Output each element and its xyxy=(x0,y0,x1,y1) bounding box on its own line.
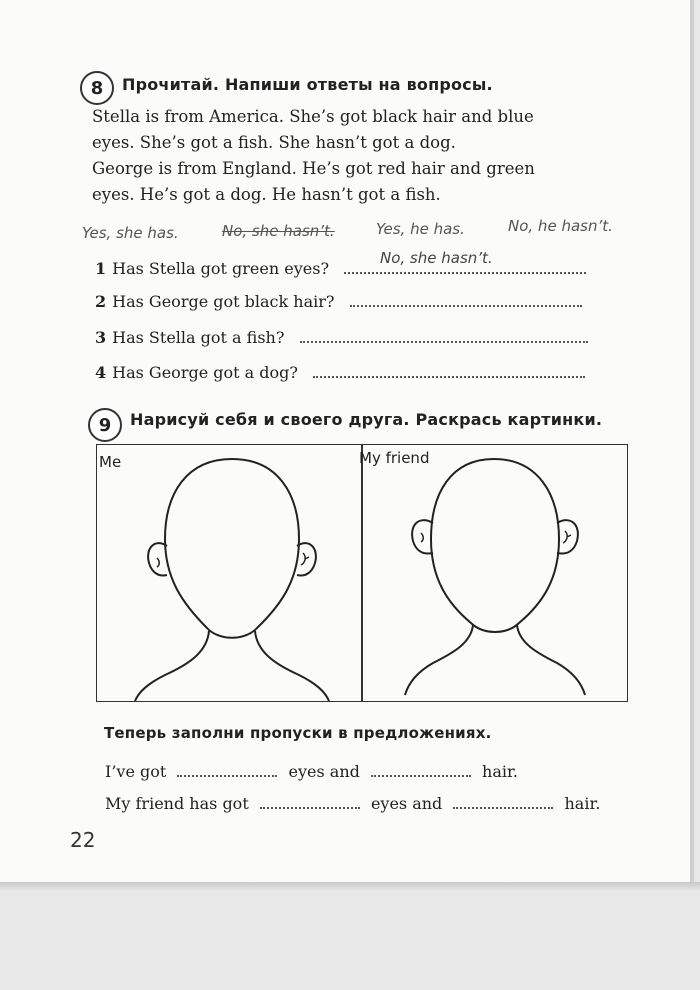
task-8-title: Прочитай. Напиши ответы на вопросы. xyxy=(122,75,493,94)
stella-paragraph xyxy=(92,104,612,156)
head-outline-me-icon xyxy=(127,453,337,701)
answer-2-line[interactable] xyxy=(350,293,582,307)
page-number: 22 xyxy=(70,828,96,852)
drawing-divider xyxy=(361,445,363,701)
fill-line-friend xyxy=(105,794,600,813)
option-no-she-hasnt: No, she hasn’t. xyxy=(222,222,335,240)
stella-line-2: eyes. She’s got a fish. She hasn’t got a dog. xyxy=(92,133,456,152)
drawing-area[interactable] xyxy=(96,444,628,702)
fill-friend-hair-blank[interactable] xyxy=(453,795,553,809)
question-4-number: 4 xyxy=(95,363,107,382)
question-1-number: 1 xyxy=(95,259,107,278)
question-2 xyxy=(95,292,582,311)
fill-me-hair-blank[interactable] xyxy=(371,763,471,777)
fill-me-eyes-blank[interactable] xyxy=(177,763,277,777)
question-4-text: Has George got a dog? xyxy=(112,363,298,382)
question-2-number: 2 xyxy=(95,292,107,311)
task-9-subtitle: Теперь заполни пропуски в предложениях. xyxy=(104,724,492,742)
answer-1-text: No, she hasn’t. xyxy=(380,249,493,267)
stella-line-1: Stella is from America. She’s got black hair and blue xyxy=(92,107,534,126)
fill-line-me xyxy=(105,762,518,781)
page-edge-shadow xyxy=(0,882,700,890)
task-8-number: 8 xyxy=(80,71,114,105)
question-1-text: Has Stella got green eyes? xyxy=(112,259,330,278)
label-my-friend: My friend xyxy=(359,449,430,467)
question-1 xyxy=(95,259,586,278)
question-3 xyxy=(95,328,588,347)
task-9-number: 9 xyxy=(88,408,122,442)
option-yes-he-has: Yes, he has. xyxy=(376,220,465,238)
fill-line-friend-part-b: eyes and xyxy=(370,794,443,813)
george-paragraph xyxy=(92,156,612,208)
george-line-2: eyes. He’s got a dog. He hasn’t got a fish. xyxy=(92,185,441,204)
question-4 xyxy=(95,363,585,382)
question-2-text: Has George got black hair? xyxy=(112,292,335,311)
fill-line-me-part-c: hair. xyxy=(482,762,518,781)
fill-line-friend-part-a: My friend has got xyxy=(105,794,249,813)
answer-3-line[interactable] xyxy=(300,329,588,343)
option-no-he-hasnt: No, he hasn’t. xyxy=(508,217,613,235)
option-yes-she-has: Yes, she has. xyxy=(82,224,179,242)
question-3-text: Has Stella got a fish? xyxy=(112,328,285,347)
task-9-title: Нарисуй себя и своего друга. Раскрась картинки. xyxy=(130,410,603,429)
answer-4-line[interactable] xyxy=(313,364,585,378)
question-3-number: 3 xyxy=(95,328,107,347)
label-me: Me xyxy=(99,453,122,471)
fill-line-friend-part-c: hair. xyxy=(564,794,601,813)
fill-friend-eyes-blank[interactable] xyxy=(260,795,360,809)
george-line-1: George is from England. He’s got red hair and green xyxy=(92,159,535,178)
fill-line-me-part-b: eyes and xyxy=(288,762,360,781)
head-outline-friend-icon xyxy=(389,453,599,701)
fill-line-me-part-a: I’ve got xyxy=(105,762,167,781)
